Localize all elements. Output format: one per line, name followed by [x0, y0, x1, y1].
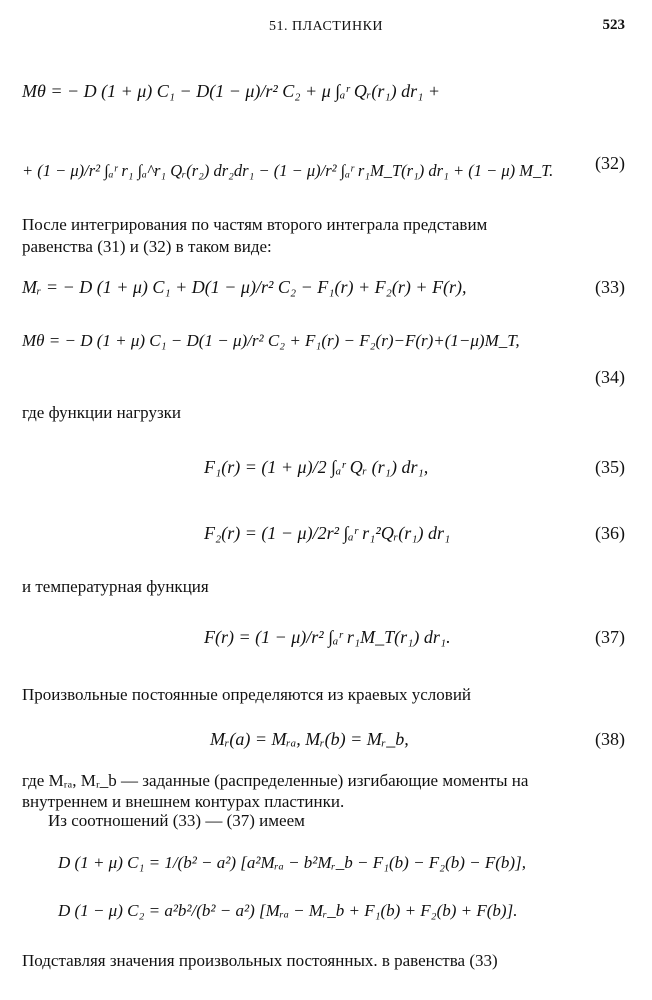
paragraph-text: где функции нагрузки — [22, 403, 182, 422]
paragraph-text: внутреннем и внешнем контурах пластинки. — [22, 792, 345, 811]
equation-34: Mθ = − D (1 + μ) C₁ − D(1 − μ)/r² C₂ + F₁(r) − F₂(r)−F(r)+(1−μ)M_T, — [22, 331, 520, 350]
paragraph-text: и температурная функция — [22, 577, 209, 596]
equation-33: Mᵣ = − D (1 + μ) C₁ + D(1 − μ)/r² C₂ − F₁(r) + F₂(r) + F(r), (33) — [0, 276, 652, 316]
paragraph-text: Из соотношений (33) — (37) имеем — [48, 811, 305, 830]
equation-number-37: (37) — [595, 627, 625, 647]
equation-number-38: (38) — [595, 729, 625, 749]
equation-36: F₂(r) = (1 − μ)/2r² ∫ₐʳ r₁²Qᵣ(r₁) dr₁ (36) — [0, 522, 652, 562]
paragraph-text: После интегрирования по частям второго интеграла представим — [22, 215, 488, 234]
running-head: 51. ПЛАСТИНКИ — [268, 19, 384, 34]
paragraph-text: где Mᵣₐ, Mᵣ_b — заданные (распределенные) изгибающие моменты на — [22, 771, 529, 790]
equation-32-line1: Mθ = − D (1 + μ) C₁ − D(1 − μ)/r² C₂ + μ ∫ₐʳ Qᵣ(r₁) dr₁ + — [22, 81, 441, 101]
paragraph-text: Подставляя значения произвольных постоянных. в равенства (33) — [22, 951, 498, 970]
paragraph-text: Произвольные постоянные определяются из краевых условий — [22, 685, 472, 704]
equation-number-34: (34) — [595, 367, 625, 387]
page-number: 523 — [602, 17, 625, 33]
equation-c2: D (1 − μ) C₂ = a²b²/(b² − a²) [Mᵣₐ − Mᵣ_b + F₁(b) + F₂(b) + F(b)]. — [58, 901, 518, 920]
equation-38: Mᵣ(a) = Mᵣₐ, Mᵣ(b) = Mᵣ_b, (38) — [0, 728, 652, 768]
equation-37: F(r) = (1 − μ)/r² ∫ₐʳ r₁M_T(r₁) dr₁. (37) — [0, 626, 652, 666]
equation-number-33: (33) — [595, 277, 625, 297]
equation-number-35: (35) — [595, 457, 625, 477]
equation-35: F₁(r) = (1 + μ)/2 ∫ₐʳ Qᵣ (r₁) dr₁, (35) — [0, 456, 652, 496]
paragraph-text: равенства (31) и (32) в таком виде: — [22, 237, 272, 256]
equation-number-36: (36) — [595, 523, 625, 543]
equation-number-32: (32) — [595, 153, 625, 173]
equation-32-line2: + (1 − μ)/r² ∫ₐʳ r₁ ∫ₐ^r₁ Qᵣ(r₂) dr₂dr₁ − (1 − μ)/r² ∫ₐʳ r₁M_T(r₁) dr₁ + (1 − μ) M_T. — [22, 161, 554, 180]
equation-c1: D (1 + μ) C₁ = 1/(b² − a²) [a²Mᵣₐ − b²Mᵣ_b − F₁(b) − F₂(b) − F(b)], — [58, 853, 526, 872]
